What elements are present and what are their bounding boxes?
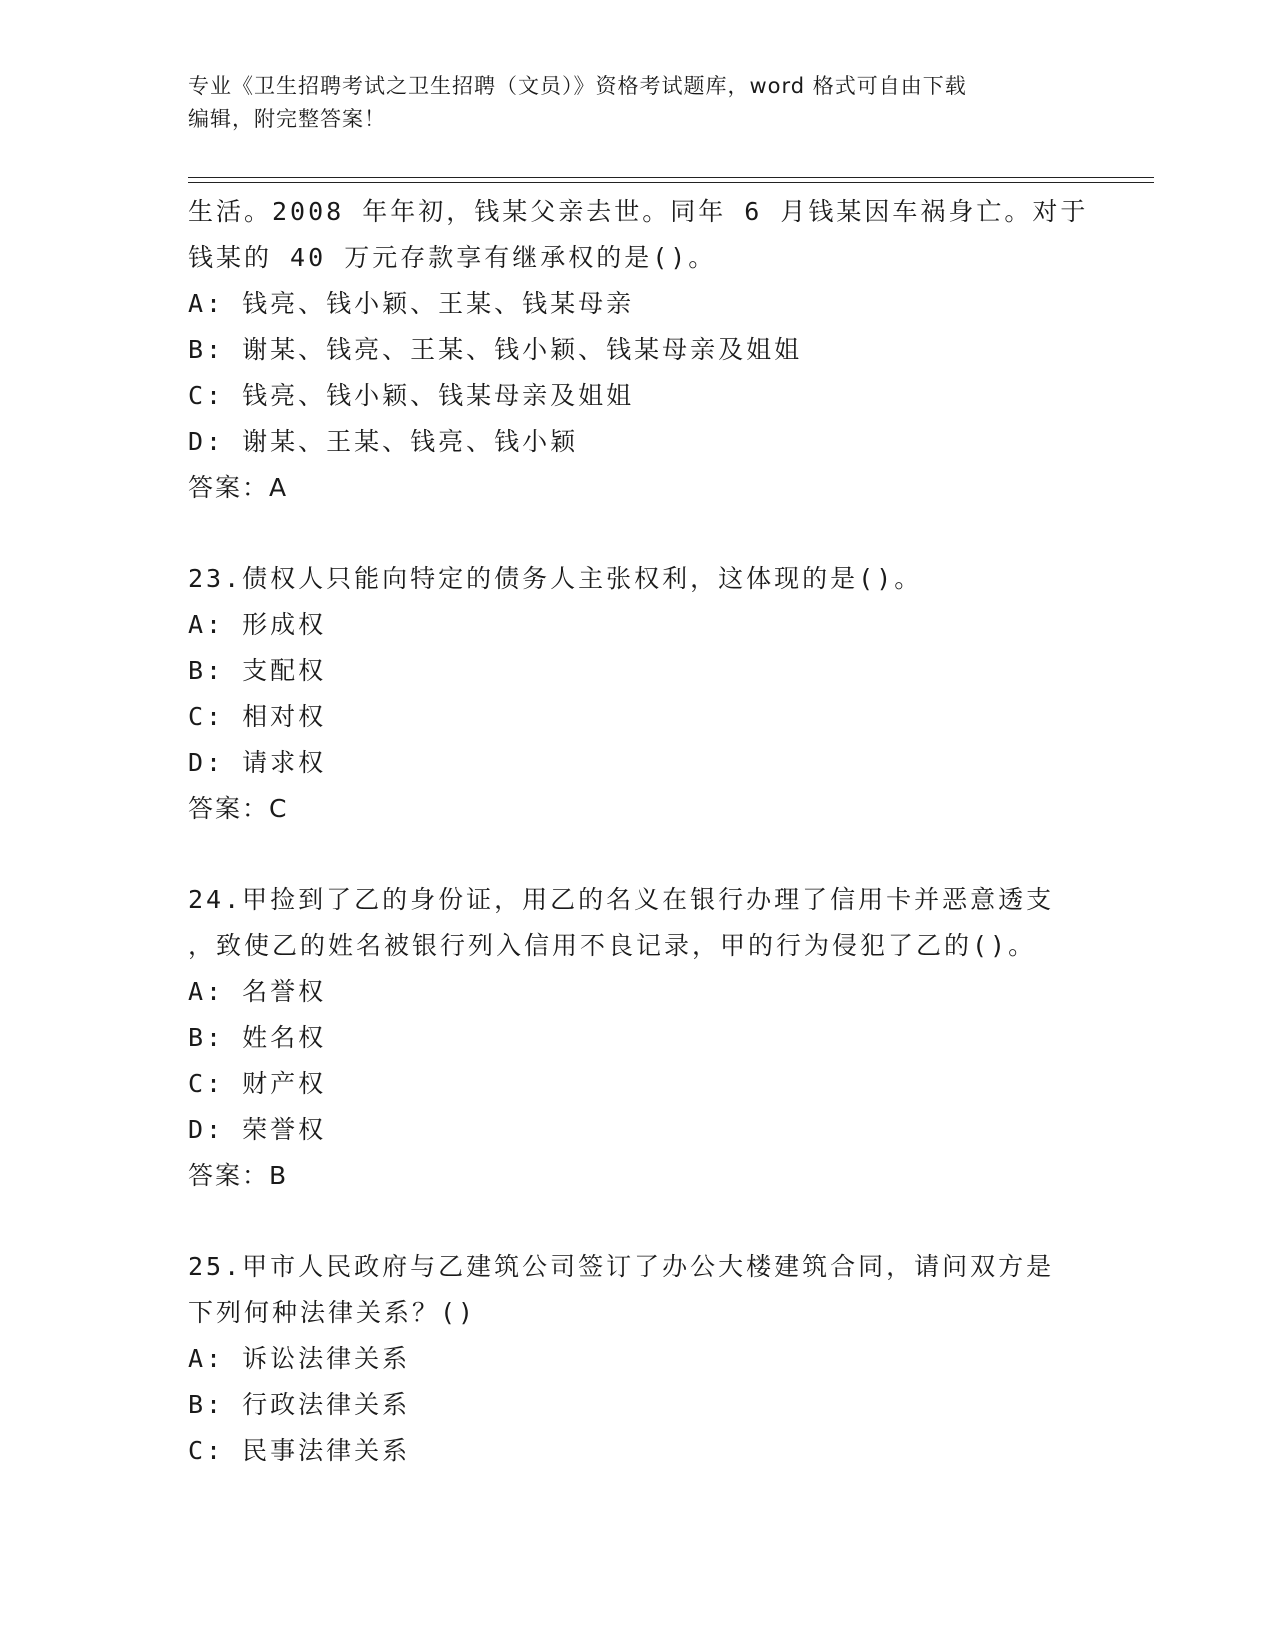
- option-a: A: 名誉权: [188, 977, 327, 1006]
- option-d: D: 谢某、王某、钱亮、钱小颖: [188, 427, 579, 456]
- header-divider-top: [188, 177, 1154, 178]
- answer-line: 答案：C: [188, 794, 289, 823]
- question-block-23: [188, 556, 1088, 832]
- question-stem-line: ，致使乙的姓名被银行列入信用不良记录，甲的行为侵犯了乙的()。: [188, 931, 1037, 960]
- option-c: C: 相对权: [188, 702, 327, 731]
- question-block-22: [188, 189, 1088, 511]
- option-a: A: 钱亮、钱小颖、王某、钱某母亲: [188, 289, 635, 318]
- document-body: [188, 189, 1088, 1474]
- question-block-25: [188, 1244, 1088, 1474]
- option-b: B: 姓名权: [188, 1023, 327, 1052]
- question-stem-line: 钱某的 40 万元存款享有继承权的是()。: [188, 243, 717, 272]
- question-block-24: [188, 877, 1088, 1199]
- question-stem-line: 生活。2008 年年初，钱某父亲去世。同年 6 月钱某因车祸身亡。对于: [188, 197, 1089, 226]
- option-c: C: 钱亮、钱小颖、钱某母亲及姐姐: [188, 381, 635, 410]
- option-d: D: 荣誉权: [188, 1115, 327, 1144]
- option-b: B: 谢某、钱亮、王某、钱小颖、钱某母亲及姐姐: [188, 335, 803, 364]
- answer-line: 答案：A: [188, 473, 289, 502]
- option-d: D: 请求权: [188, 748, 327, 777]
- answer-line: 答案：B: [188, 1161, 289, 1190]
- question-stem-line: 25.甲市人民政府与乙建筑公司签订了办公大楼建筑合同，请问双方是: [188, 1252, 1055, 1281]
- option-c: C: 民事法律关系: [188, 1436, 411, 1465]
- option-a: A: 诉讼法律关系: [188, 1344, 411, 1373]
- option-b: B: 支配权: [188, 656, 327, 685]
- question-stem-line: 下列何种法律关系？(): [188, 1298, 477, 1327]
- option-c: C: 财产权: [188, 1069, 327, 1098]
- question-stem-line: 24.甲捡到了乙的身份证，用乙的名义在银行办理了信用卡并恶意透支: [188, 885, 1055, 914]
- question-stem-line: 23.债权人只能向特定的债务人主张权利，这体现的是()。: [188, 564, 923, 593]
- option-a: A: 形成权: [188, 610, 327, 639]
- document-header: 专业《卫生招聘考试之卫生招聘（文员）》资格考试题库，word 格式可自由下载 编辑，附完整答案！: [188, 74, 967, 131]
- option-b: B: 行政法律关系: [188, 1390, 411, 1419]
- header-divider-bottom: [188, 182, 1154, 183]
